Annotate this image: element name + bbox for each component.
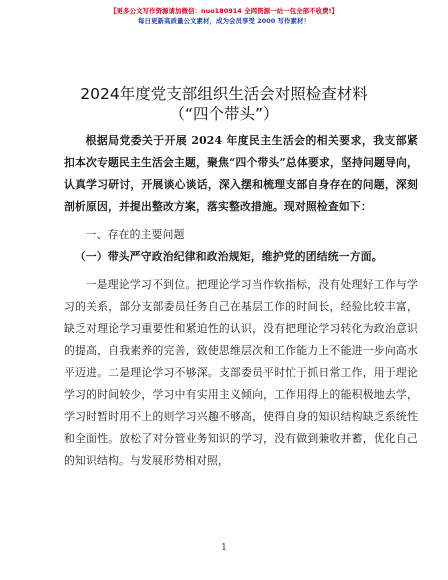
document-title-line-2: （“四个带头”） bbox=[169, 105, 279, 123]
page-number: 1 bbox=[221, 543, 227, 553]
promo-banner-line-2: 每日更新高质量公文素材，成为会员享受 2000 写作素材！ bbox=[137, 17, 311, 25]
document-title-line-1: 2024年度党支部组织生活会对照检查材料 bbox=[80, 85, 368, 103]
promo-banner bbox=[0, 6, 448, 26]
intro-paragraph: 根据局党委关于开展 2024 年度民主生活会的相关要求，我支部紧扣本次专题民主生活会主题，聚焦“四个带头”总体要求，坚持问题导向，认真学习研讨，开展谈心谈话，深入摆和梳理支部自身存在的问题，深刻剖析原因，并提出整改方案，落实整改措施。现对照检查如下： bbox=[64, 134, 418, 213]
document-body bbox=[64, 130, 418, 472]
body-paragraph-1: 一是理论学习不到位。把理论学习当作软指标，没有处理好工作与学习的关系，部分支部委员任务自己在基层工作的时间长，经验比较丰富，缺乏对理论学习重要性和紧迫性的认识，没有把理论学习转化为政治意识的提高，自我素养的完善，致使思维层次和工作能力上不能进一步向高水平迈进。二是理论学习不够深。支部委员平时忙于抓日常工作，用于理论学习的时间较少，学习中有实用主义倾向，工作用得上的能积极地去学，学习时暂时用不上的则学习兴趣不够高，使得自身的知识结构缺乏系统性和全面性。放松了对分管业务知识的学习，没有做到兼收并蓄，优化自己的知识结构。与发展形势相对照， bbox=[64, 278, 418, 467]
promo-banner-line-1: 【更多公文写作资源请加微信：nuo180914 全网资源一站一包全部不收费!】 bbox=[109, 7, 339, 15]
section-heading-1: 一、存在的主要问题 bbox=[85, 228, 185, 241]
document-title bbox=[0, 84, 448, 124]
subsection-heading-1: （一）带头严守政治纪律和政治规矩，维护党的团结统一方面。 bbox=[74, 250, 383, 263]
